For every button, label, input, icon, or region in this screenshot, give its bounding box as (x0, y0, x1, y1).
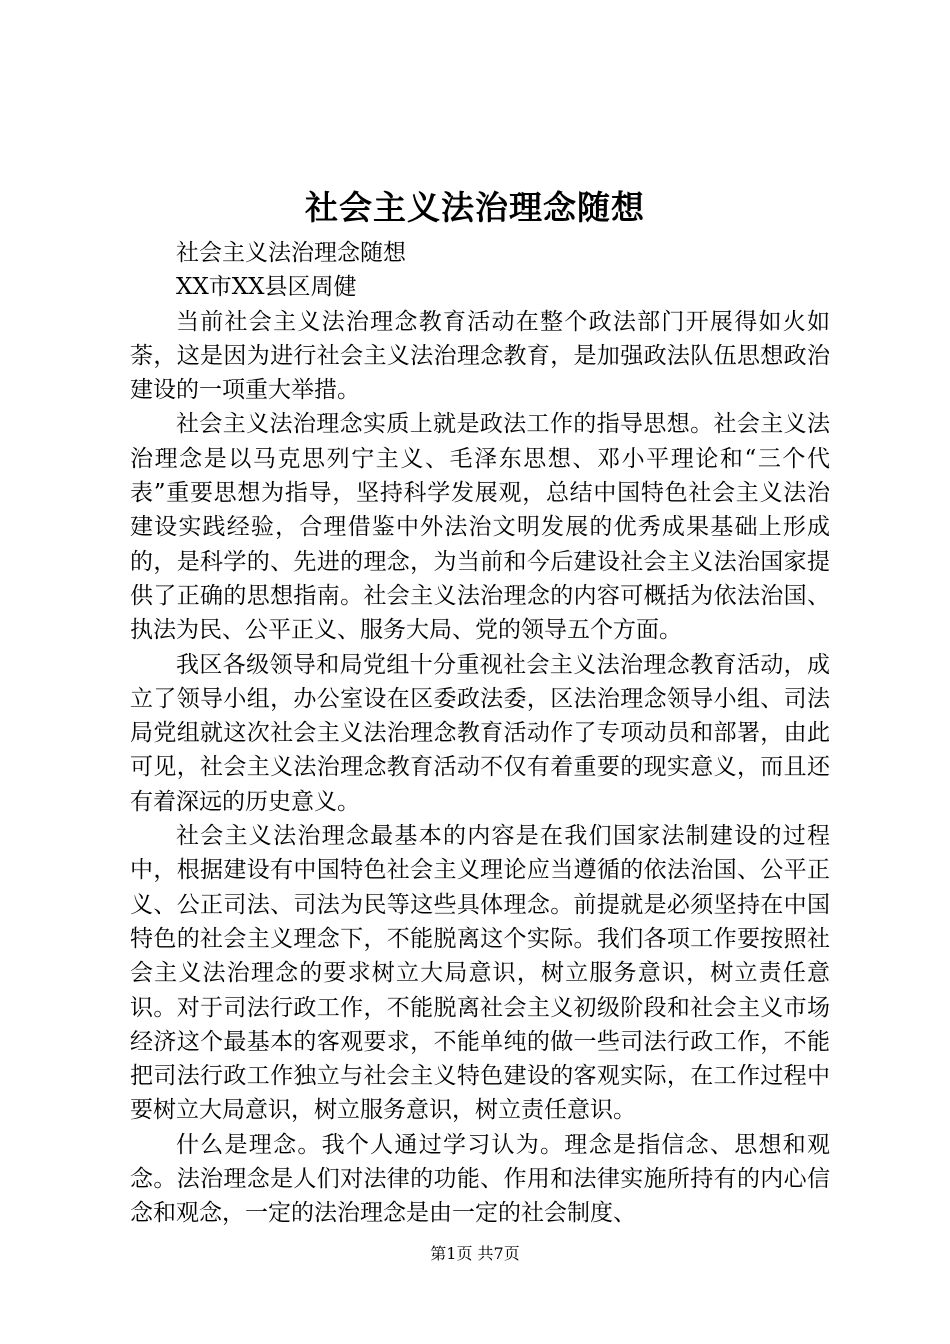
paragraph: 当前社会主义法治理念教育活动在整个政法部门开展得如火如荼，这是因为进行社会主义法治理念教育，是加强政法队伍思想政治建设的一项重大举措。 (130, 308, 830, 404)
paragraph: 什么是理念。我个人通过学习认为。理念是指信念、思想和观念。法治理念是人们对法律的功能、作用和法律实施所持有的内心信念和观念，一定的法治理念是由一定的社会制度、 (130, 1131, 830, 1227)
paragraph: 我区各级领导和局党组十分重视社会主义法治理念教育活动，成立了领导小组，办公室设在区委政法委，区法治理念领导小组、司法局党组就这次社会主义法治理念教育活动作了专项动员和部署，由此可见，社会主义法治理念教育活动不仅有着重要的现实意义，而且还有着深远的历史意义。 (130, 651, 830, 815)
document-body (130, 236, 830, 1231)
paragraph-subtitle: 社会主义法治理念随想 (176, 240, 406, 266)
paragraph: 社会主义法治理念最基本的内容是在我们国家法制建设的过程中，根据建设有中国特色社会主义理论应当遵循的依法治国、公平正义、公正司法、司法为民等这些具体理念。前提就是必须坚持在中国特色的社会主义理念下，不能脱离这个实际。我们各项工作要按照社会主义法治理念的要求树立大局意识，树立服务意识，树立责任意识。对于司法行政工作，不能脱离社会主义初级阶段和社会主义市场经济这个最基本的客观要求，不能单纯的做一些司法行政工作，不能把司法行政工作独立与社会主义特色建设的客观实际，在工作过程中要树立大局意识，树立服务意识，树立责任意识。 (130, 823, 830, 1124)
document-title: 社会主义法治理念随想 (305, 188, 645, 227)
page-indicator: 第1页 共7页 (430, 1244, 520, 1263)
paragraph: 社会主义法治理念实质上就是政法工作的指导思想。社会主义法治理念是以马克思列宁主义、毛泽东思想、邓小平理论和“三个代表”重要思想为指导，坚持科学发展观，总结中国特色社会主义法治建设实践经验，合理借鉴中外法治文明发展的优秀成果基础上形成的，是科学的、先进的理念，为当前和今后建设社会主义法治国家提供了正确的思想指南。社会主义法治理念的内容可概括为依法治国、执法为民、公平正义、服务大局、党的领导五个方面。 (130, 411, 830, 644)
paragraph-author: XX市XX县区周健 (176, 274, 357, 301)
